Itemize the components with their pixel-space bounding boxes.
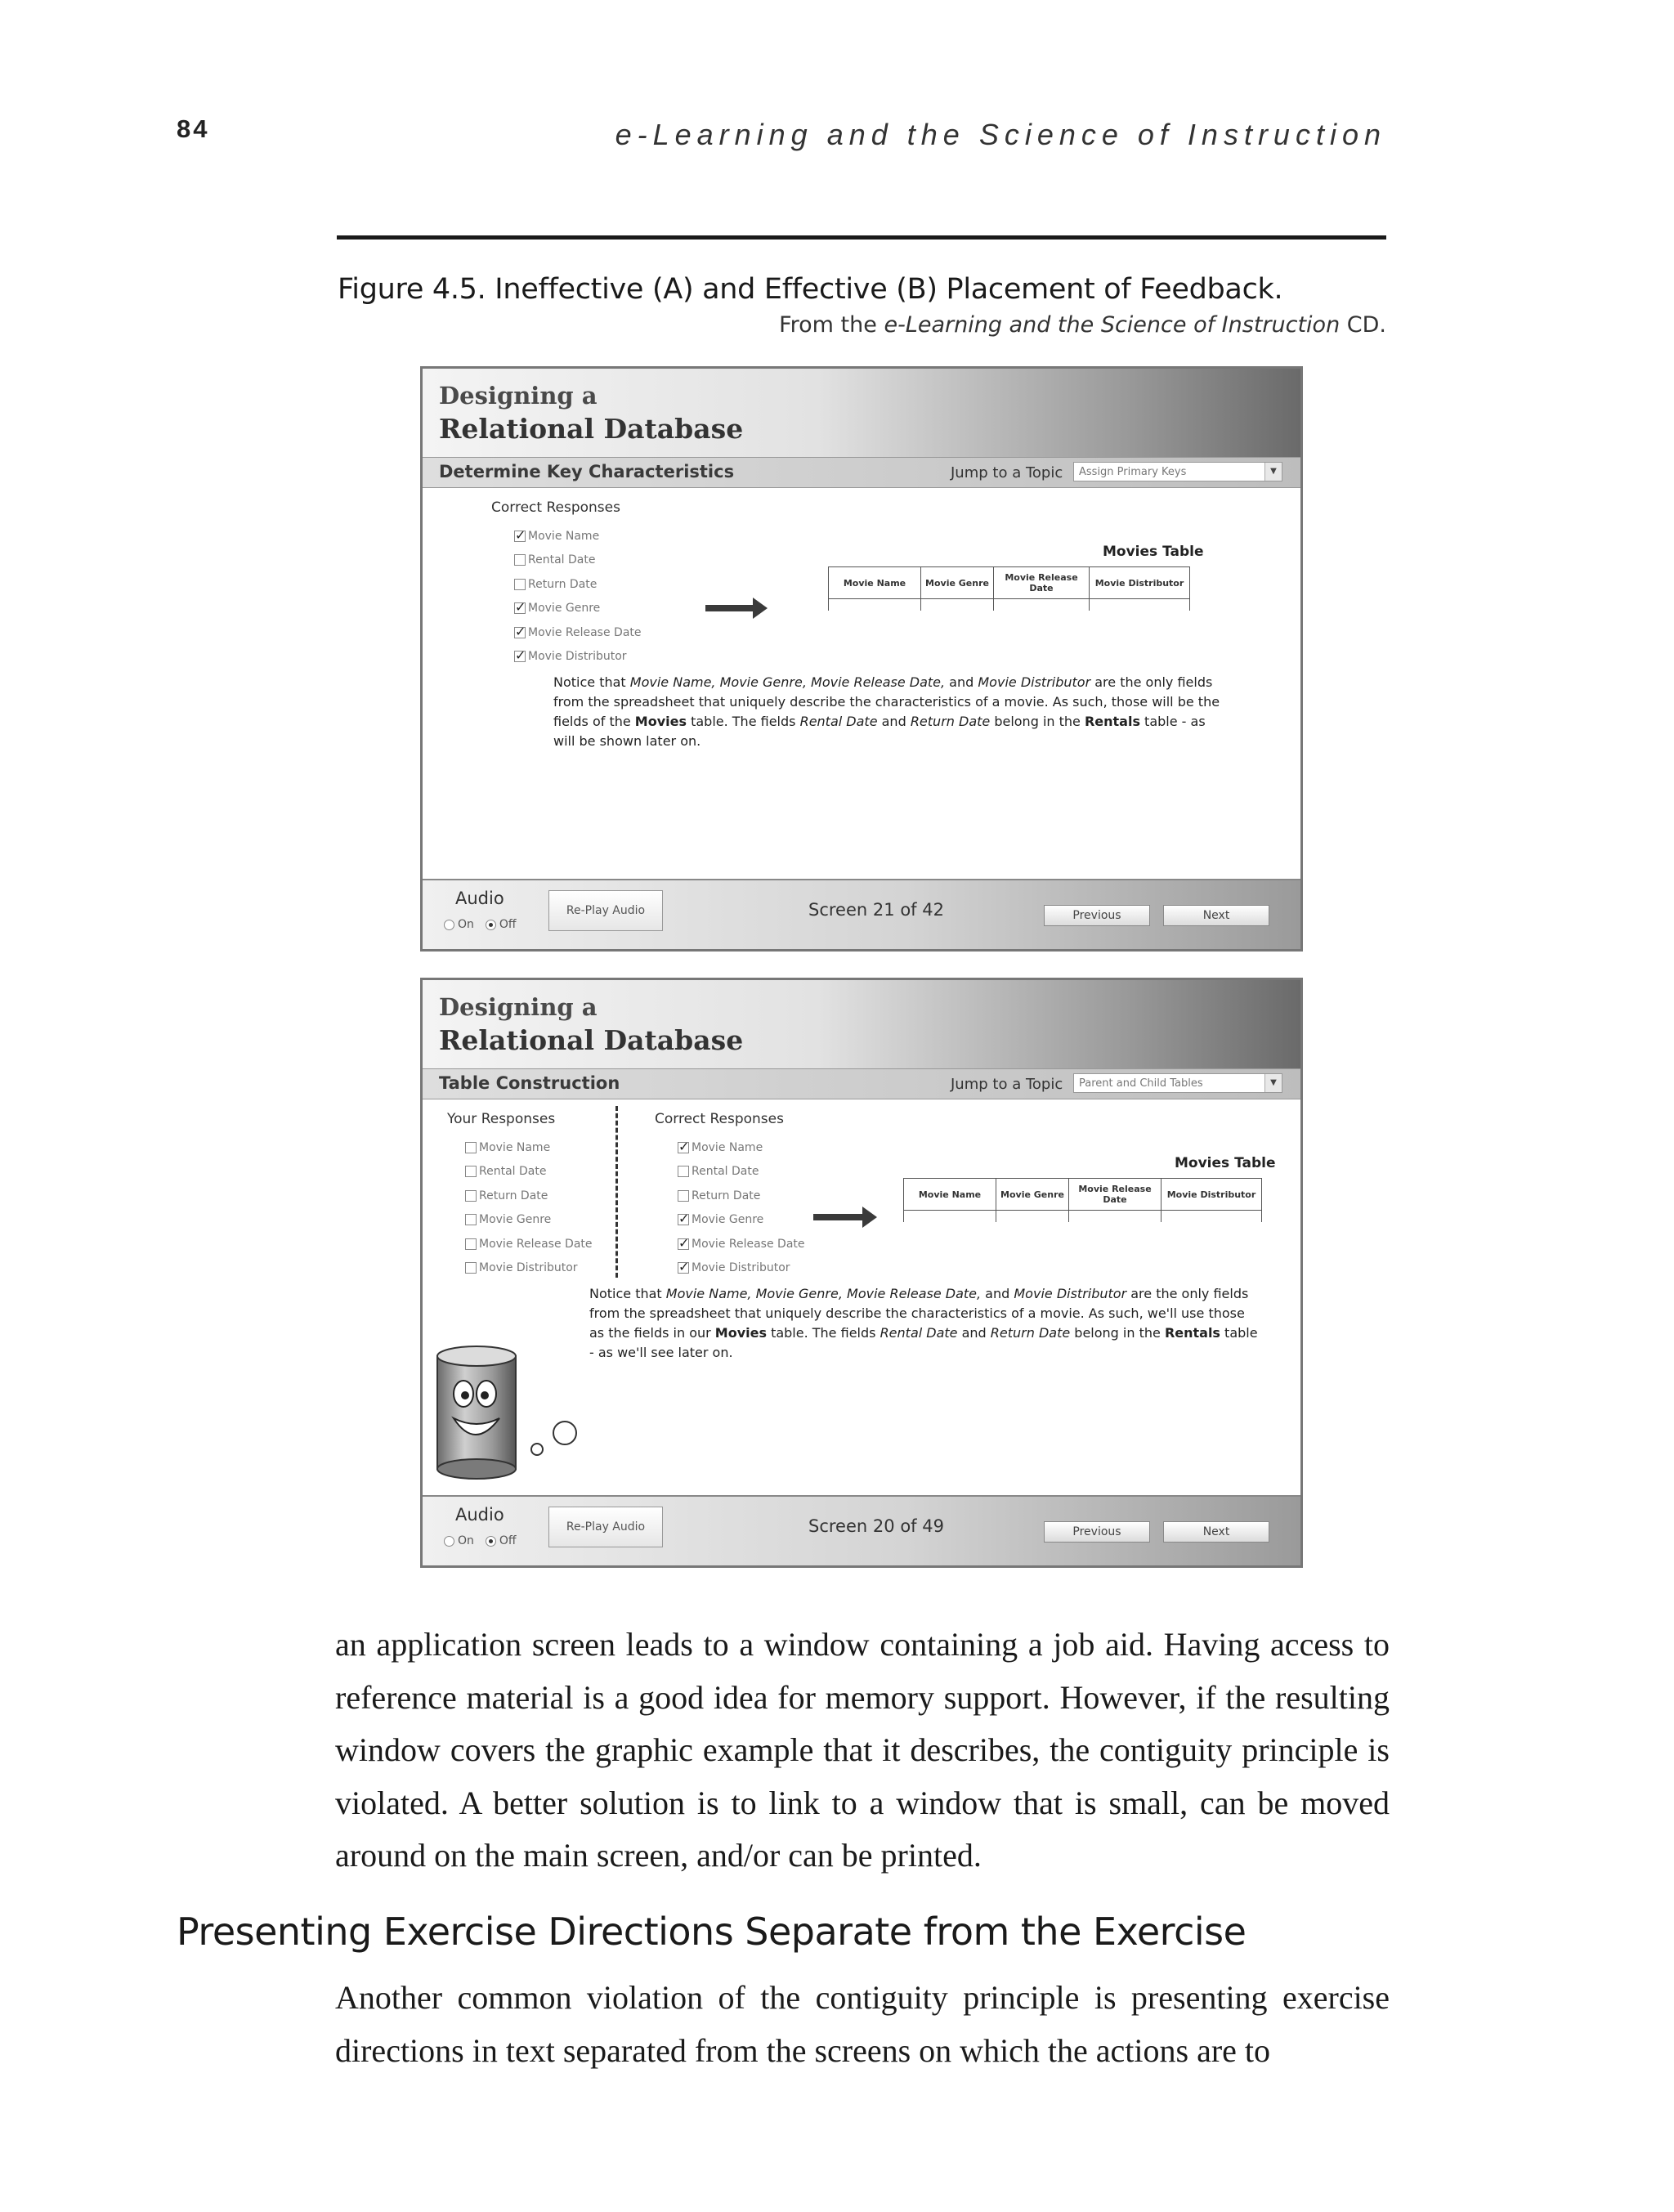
table-header: Movie Genre bbox=[921, 567, 994, 599]
checkbox[interactable] bbox=[514, 651, 526, 662]
figure-caption: Figure 4.5. Ineffective (A) and Effective (B) Placement of Feedback. bbox=[338, 273, 1283, 306]
checkbox[interactable] bbox=[465, 1238, 477, 1250]
list-item bbox=[678, 1135, 805, 1160]
notice-italic: Movie Distributor bbox=[1014, 1286, 1127, 1301]
audio-on-option[interactable] bbox=[444, 918, 474, 931]
field-label: Movie Name bbox=[528, 529, 600, 543]
jump-select-value: Parent and Child Tables bbox=[1079, 1077, 1203, 1090]
list-item bbox=[465, 1208, 593, 1233]
field-label: Return Date bbox=[479, 1189, 548, 1202]
notice-text: and bbox=[945, 674, 978, 690]
right-arrow-icon bbox=[705, 605, 756, 611]
list-item bbox=[678, 1256, 805, 1281]
notice-text: are the only fields from the spreadsheet that uniquely describe the characteristics of a movie. As such, those will be the fields of the bbox=[553, 674, 1220, 729]
field-label: Movie Genre bbox=[528, 602, 601, 616]
field-label: Movie Name bbox=[692, 1140, 763, 1154]
list-item bbox=[465, 1256, 593, 1281]
replay-audio-button[interactable]: Re-Play Audio bbox=[548, 890, 663, 931]
lesson-footer bbox=[423, 879, 1300, 949]
radio-button[interactable] bbox=[486, 1536, 496, 1547]
previous-button[interactable]: Previous bbox=[1044, 1521, 1150, 1543]
field-label: Movie Genre bbox=[692, 1213, 764, 1227]
audio-on-label: On bbox=[458, 1534, 474, 1547]
field-label: Return Date bbox=[692, 1189, 761, 1202]
screen-counter bbox=[808, 1516, 944, 1536]
field-label: Movie Release Date bbox=[479, 1237, 593, 1251]
topic-bar bbox=[423, 1068, 1300, 1099]
checkbox[interactable] bbox=[514, 602, 526, 614]
your-responses-title: Your Responses bbox=[447, 1111, 556, 1127]
list-item bbox=[678, 1208, 805, 1233]
notice-italic: Rental Date bbox=[799, 714, 878, 729]
list-item bbox=[514, 645, 642, 669]
checkbox[interactable] bbox=[678, 1238, 689, 1250]
audio-off-label: Off bbox=[499, 918, 517, 931]
checkbox[interactable] bbox=[465, 1166, 477, 1177]
table-header: Movie Distributor bbox=[1090, 567, 1190, 599]
audio-on-option[interactable] bbox=[444, 1534, 474, 1547]
notice-italic: Return Date bbox=[990, 1325, 1071, 1341]
page-number: 84 bbox=[177, 114, 210, 143]
figure-source-title: e-Learning and the Science of Instruction bbox=[884, 312, 1341, 338]
movies-table-title: Movies Table bbox=[1175, 1155, 1276, 1171]
field-label: Rental Date bbox=[692, 1165, 759, 1179]
checkbox[interactable] bbox=[678, 1214, 689, 1225]
screen-current: 20 bbox=[872, 1516, 895, 1536]
figure-source bbox=[779, 312, 1386, 338]
movies-table bbox=[828, 566, 1190, 611]
jump-to-topic-label: Jump to a Topic bbox=[951, 464, 1063, 481]
field-label: Return Date bbox=[528, 577, 598, 591]
notice-text: table - as we'll see later on. bbox=[589, 1325, 1258, 1360]
notice-text: and bbox=[957, 1325, 991, 1341]
feedback-notice bbox=[589, 1284, 1263, 1363]
lesson-footer bbox=[423, 1495, 1300, 1565]
list-item bbox=[514, 524, 642, 549]
checkbox[interactable] bbox=[465, 1142, 477, 1153]
right-arrow-icon bbox=[813, 1214, 866, 1220]
audio-off-label: Off bbox=[499, 1534, 517, 1547]
lesson-body bbox=[423, 488, 1300, 880]
lesson-header bbox=[423, 369, 1300, 457]
notice-text: and bbox=[981, 1286, 1014, 1301]
field-label: Movie Distributor bbox=[479, 1261, 578, 1275]
jump-to-topic-label: Jump to a Topic bbox=[951, 1076, 1063, 1093]
topic-bar bbox=[423, 457, 1300, 488]
field-label: Movie Release Date bbox=[692, 1237, 805, 1251]
checkbox[interactable] bbox=[678, 1190, 689, 1202]
screenshot-a bbox=[420, 366, 1303, 952]
checkbox[interactable] bbox=[465, 1214, 477, 1225]
checkbox[interactable] bbox=[514, 554, 526, 566]
correct-responses-list bbox=[514, 524, 642, 669]
audio-off-option[interactable] bbox=[486, 1534, 517, 1547]
field-label: Movie Name bbox=[479, 1140, 551, 1154]
list-item bbox=[514, 597, 642, 621]
list-item bbox=[514, 549, 642, 573]
checkbox[interactable] bbox=[514, 627, 526, 638]
lesson-title-line2: Relational Database bbox=[439, 1024, 744, 1056]
notice-italic: Movie Name, Movie Genre, Movie Release Date, bbox=[629, 674, 946, 690]
field-label: Movie Release Date bbox=[528, 625, 642, 639]
dropdown-arrow-icon[interactable]: ▼ bbox=[1264, 1074, 1282, 1092]
jump-select-value: Assign Primary Keys bbox=[1079, 466, 1187, 478]
field-label: Movie Distributor bbox=[692, 1261, 790, 1275]
notice-text: belong in the bbox=[1070, 1325, 1165, 1341]
radio-button[interactable] bbox=[486, 920, 496, 930]
section-title: Table Construction bbox=[439, 1073, 620, 1093]
table-header: Movie Genre bbox=[996, 1179, 1069, 1211]
table-header: Movie Release Date bbox=[1069, 1179, 1162, 1211]
list-item bbox=[678, 1184, 805, 1208]
screen-current: 21 bbox=[872, 900, 895, 920]
table-header: Movie Distributor bbox=[1162, 1179, 1262, 1211]
notice-italic: Movie Distributor bbox=[978, 674, 1091, 690]
body-paragraph: an application screen leads to a window containing a job aid. Having access to reference material is a good idea for memory support. However, if the resulting window covers the graphic example that it describes, the contiguity principle is violated. A better solution is to link to a window that is small, can be moved around on the main screen, and/or can be printed. bbox=[335, 1626, 1390, 1874]
audio-toggle bbox=[444, 918, 517, 931]
notice-text: and bbox=[877, 714, 911, 729]
notice-text: table - as will be shown later on. bbox=[553, 714, 1206, 749]
list-item bbox=[465, 1184, 593, 1208]
figure-source-suffix: CD. bbox=[1340, 312, 1386, 338]
header-rule bbox=[337, 235, 1386, 240]
correct-responses-title: Correct Responses bbox=[655, 1111, 784, 1127]
replay-audio-button[interactable]: Re-Play Audio bbox=[548, 1507, 663, 1547]
screen-total: of 49 bbox=[900, 1516, 944, 1536]
audio-label: Audio bbox=[455, 889, 504, 908]
lesson-body bbox=[423, 1099, 1300, 1497]
screen-total: of 42 bbox=[900, 900, 944, 920]
field-label: Rental Date bbox=[528, 553, 596, 567]
jump-to-topic-select[interactable] bbox=[1073, 462, 1282, 481]
notice-bold: Rentals bbox=[1084, 714, 1140, 729]
dropdown-arrow-icon[interactable]: ▼ bbox=[1264, 463, 1282, 481]
lesson-title-line1: Designing a bbox=[439, 382, 598, 410]
screen-word: Screen bbox=[808, 1516, 868, 1536]
notice-text: table. The fields bbox=[687, 714, 800, 729]
list-item bbox=[514, 620, 642, 645]
table-header: Movie Release Date bbox=[994, 567, 1090, 599]
notice-bold: Movies bbox=[714, 1325, 767, 1341]
checkbox[interactable] bbox=[514, 579, 526, 590]
body-paragraph: Another common violation of the contiguity principle is presenting exercise directions in text separated from the screens on which the actions are to bbox=[335, 1979, 1390, 2069]
screen-word: Screen bbox=[808, 900, 868, 920]
checkbox[interactable] bbox=[678, 1142, 689, 1153]
checkbox[interactable] bbox=[678, 1262, 689, 1274]
notice-italic: Return Date bbox=[910, 714, 991, 729]
movies-table bbox=[903, 1178, 1262, 1222]
table-header: Movie Name bbox=[904, 1179, 996, 1211]
notice-text: belong in the bbox=[990, 714, 1085, 729]
audio-toggle bbox=[444, 1534, 517, 1547]
list-item bbox=[465, 1232, 593, 1256]
checkbox[interactable] bbox=[678, 1166, 689, 1177]
lesson-title-line1: Designing a bbox=[439, 993, 598, 1021]
feedback-notice bbox=[553, 673, 1224, 751]
checkbox[interactable] bbox=[514, 531, 526, 542]
your-responses-list bbox=[465, 1135, 593, 1280]
notice-text: Notice that bbox=[553, 674, 630, 690]
screenshot-b bbox=[420, 978, 1303, 1568]
list-item bbox=[465, 1160, 593, 1184]
audio-off-option[interactable] bbox=[486, 918, 517, 931]
notice-text: Notice that bbox=[589, 1286, 666, 1301]
notice-bold: Rentals bbox=[1164, 1325, 1220, 1341]
running-head: e-Learning and the Science of Instruction bbox=[615, 118, 1386, 151]
next-button[interactable]: Next bbox=[1163, 905, 1269, 926]
lesson-title-line2: Relational Database bbox=[439, 413, 744, 445]
list-item bbox=[678, 1232, 805, 1256]
next-button[interactable]: Next bbox=[1163, 1521, 1269, 1543]
radio-button[interactable] bbox=[444, 1536, 454, 1547]
field-label: Movie Distributor bbox=[528, 650, 627, 664]
lesson-header bbox=[423, 980, 1300, 1068]
notice-text: are the only fields from the spreadsheet that uniquely describe the characteristics of a movie. As such, we'll use those as the fields in our bbox=[589, 1286, 1249, 1341]
jump-to-topic-select[interactable] bbox=[1073, 1073, 1282, 1093]
correct-responses-list bbox=[678, 1135, 805, 1280]
screen-counter bbox=[808, 900, 944, 920]
radio-button[interactable] bbox=[444, 920, 454, 930]
audio-on-label: On bbox=[458, 918, 474, 931]
field-label: Rental Date bbox=[479, 1165, 547, 1179]
previous-button[interactable]: Previous bbox=[1044, 905, 1150, 926]
database-mascot-icon bbox=[434, 1345, 589, 1484]
list-item bbox=[465, 1135, 593, 1160]
table-header: Movie Name bbox=[829, 567, 921, 599]
section-heading: Presenting Exercise Directions Separate from the Exercise bbox=[177, 1910, 1247, 1954]
movies-table-title: Movies Table bbox=[1103, 544, 1204, 560]
notice-bold: Movies bbox=[634, 714, 687, 729]
list-item bbox=[514, 572, 642, 597]
checkbox[interactable] bbox=[465, 1190, 477, 1202]
section-title: Determine Key Characteristics bbox=[439, 462, 735, 481]
field-label: Movie Genre bbox=[479, 1213, 552, 1227]
correct-responses-title: Correct Responses bbox=[491, 499, 620, 516]
audio-label: Audio bbox=[455, 1505, 504, 1525]
notice-text: table. The fields bbox=[766, 1325, 880, 1341]
notice-italic: Movie Name, Movie Genre, Movie Release Date, bbox=[665, 1286, 982, 1301]
notice-italic: Rental Date bbox=[880, 1325, 958, 1341]
responses-divider bbox=[615, 1106, 618, 1278]
figure-source-prefix: From the bbox=[779, 312, 884, 338]
list-item bbox=[678, 1160, 805, 1184]
checkbox[interactable] bbox=[465, 1262, 477, 1274]
